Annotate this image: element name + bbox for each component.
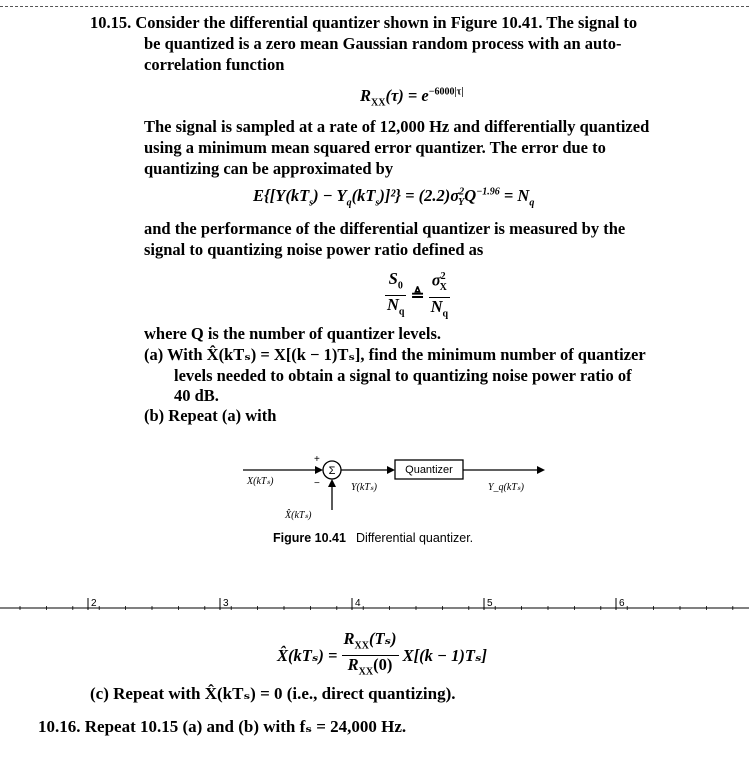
plus-sign: + — [314, 454, 320, 465]
intro-line: correlation function — [144, 55, 285, 74]
problem-number: 10.15. — [90, 13, 132, 32]
snr-ratio-equation: $\frac{S_0}{N_q}$ ≜ $\frac{\sigma^2_X}{N_q}$ — [387, 268, 449, 320]
feedback-arrow — [328, 479, 336, 487]
problem-number: 10.16. — [38, 717, 81, 736]
output-arrow — [537, 466, 545, 474]
input-arrow — [315, 466, 323, 474]
performance-line: and the performance of the differential quantizer is measured by the — [144, 219, 626, 238]
output-label: Y_q(kTₛ) — [488, 482, 524, 493]
figure-caption-text: Differential quantizer. — [355, 531, 474, 545]
intro-line: be quantized is a zero mean Gaussian random process with an auto- — [144, 34, 622, 53]
performance-line: signal to quantizing noise power ratio defined as — [144, 240, 484, 259]
problem-10-15-line-1 — [90, 13, 637, 33]
sampling-line: quantizing can be approximated by — [144, 159, 394, 178]
top-dashed-border — [0, 6, 749, 7]
figure-caption — [273, 531, 473, 545]
sampling-line: The signal is sampled at a rate of 12,000 Hz and differentially quantized — [144, 117, 650, 136]
part-a-line: levels needed to obtain a signal to quantizing noise power ratio of — [174, 366, 632, 385]
ruler-mark-label: 4 — [355, 598, 361, 609]
part-a-line: 40 dB. — [174, 386, 219, 405]
part-c-line: (c) Repeat with X̂(kTₛ) = 0 (i.e., direct quantizing). — [90, 684, 456, 703]
mid-label: Y(kTₛ) — [351, 482, 377, 493]
ruler-mark-label: 5 — [487, 598, 493, 609]
problem-text: Repeat 10.15 (a) and (b) with fₛ = 24,000 Hz. — [84, 717, 407, 736]
autocorrelation-equation: $R_{XX}(\tau) = e^{-6000|\tau|}$ — [360, 86, 464, 109]
problem-10-16 — [38, 717, 406, 737]
ruler-mark-label: 2 — [91, 598, 97, 609]
input-label: X(kTₛ) — [247, 476, 274, 487]
minus-sign: − — [314, 478, 320, 489]
ruler-mark-label: 6 — [619, 598, 625, 609]
sum-symbol: Σ — [328, 465, 336, 477]
part-a-line: (a) With X̂(kTₛ) = X[(k − 1)Tₛ], find the minimum number of quantizer — [144, 345, 646, 364]
part-b-line: (b) Repeat (a) with — [144, 406, 277, 425]
predictor-equation: X̂(kTₛ) = $\frac{R_{XX}(T_s)}{R_{XX}(0)}$ X[(k − 1)Tₛ] — [277, 629, 487, 678]
middle-arrow — [387, 466, 395, 474]
error-equation: $E\{[Y(kT_s) - Y_q(kT_s)]^2\} = (2.2)\sigma^2_YQ^{-1.96} = N_q$ — [253, 186, 535, 209]
sampling-line: using a minimum mean squared error quantizer. The error due to — [144, 138, 606, 157]
quantizer-label: Quantizer — [405, 464, 453, 476]
feedback-label: X̂(kTₛ) — [285, 510, 312, 521]
where-line: where Q is the number of quantizer levels. — [144, 324, 441, 343]
differential-quantizer-diagram — [235, 452, 555, 542]
figure-caption-label: Figure 10.41 — [273, 531, 346, 545]
page-ruler — [0, 596, 749, 618]
ruler-mark-label: 3 — [223, 598, 229, 609]
intro-line: Consider the differential quantizer shown in Figure 10.41. The signal to — [135, 13, 638, 32]
